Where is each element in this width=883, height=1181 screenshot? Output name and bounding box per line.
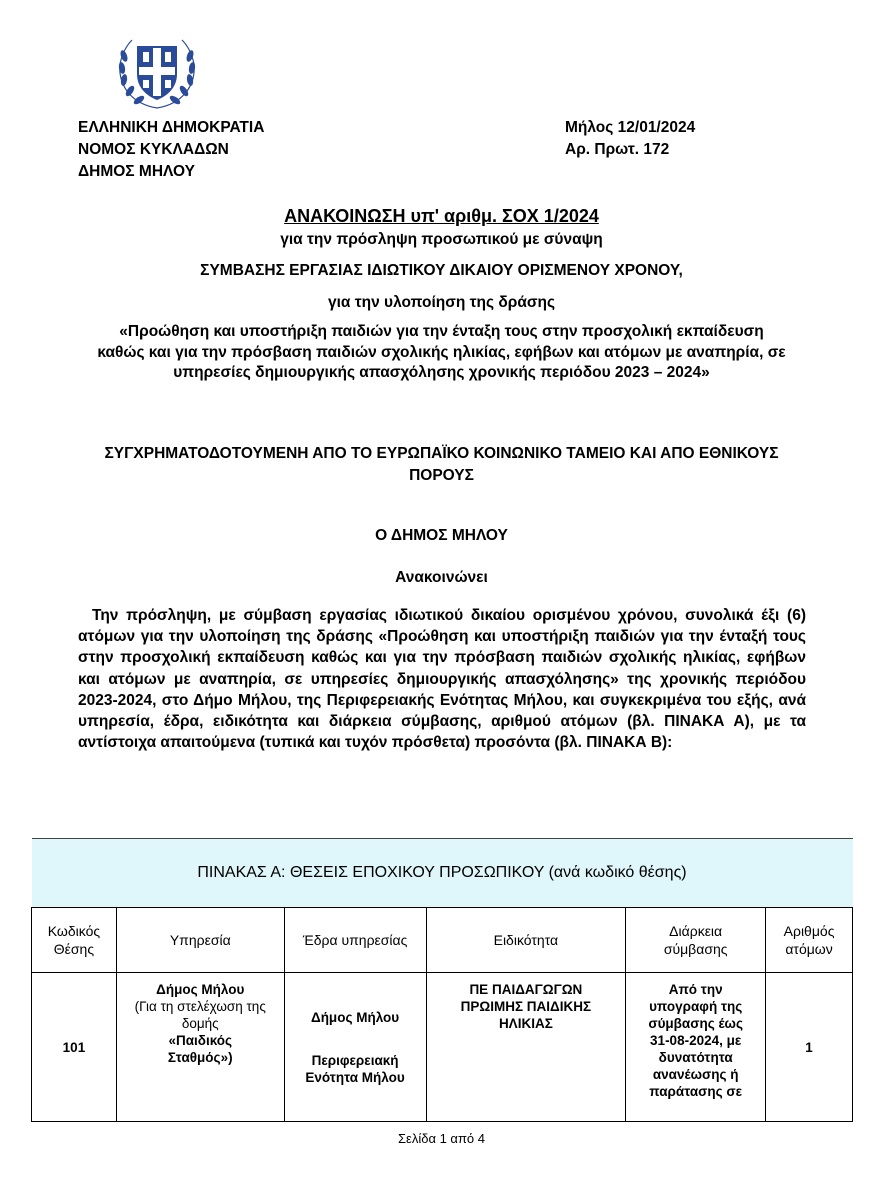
service-note: (Για τη στελέχωση της δομής <box>134 999 266 1031</box>
column-header-duration: Διάρκεια σύμβασης <box>626 908 766 973</box>
table-row <box>32 973 853 1122</box>
action-description: «Προώθηση και υποστήριξη παιδιών για την ένταξη τους στην προσχολική εκπαίδευση καθώς και για την πρόσβαση παιδιών σχολικής ηλικίας, εφήβων και ατόμων με αναπηρία, σε υπηρεσίες δημιουργικής απασχόλησης χρονικής περιόδου 2023 – 2024» <box>97 323 786 381</box>
seat-municipality: Δήμος Μήλου <box>310 1009 400 1025</box>
service-structure: «Παιδικός Σταθμός») <box>167 1033 233 1065</box>
cell-service <box>116 973 284 1122</box>
column-header-seat: Έδρα υπηρεσίας <box>284 908 426 973</box>
issuer-prefecture: ΝΟΜΟΣ ΚΥΚΛΑΔΩΝ <box>78 141 229 158</box>
service-title: Δήμος Μήλου <box>156 982 245 997</box>
cell-code: 101 <box>32 973 117 1122</box>
column-header-code: Κωδικός Θέσης <box>32 908 117 973</box>
cell-seat <box>284 973 426 1122</box>
protocol-number: Αρ. Πρωτ. 172 <box>565 141 670 158</box>
issuer-block <box>78 117 264 183</box>
announcement-title: ΑΝΑΚΟΙΝΩΣΗ υπ' αριθμ. ΣΟΧ 1/2024 <box>284 206 599 226</box>
announces-heading: Ανακοινώνει <box>395 569 488 586</box>
seat-regional-unit: Περιφερειακή Ενότητα Μήλου <box>305 1052 405 1085</box>
contract-type-line: ΣΥΜΒΑΣΗΣ ΕΡΓΑΣΙΑΣ ΙΔΙΩΤΙΚΟΥ ΔΙΚΑΙΟΥ ΟΡΙΣΜΕΝΟΥ ΧΡΟΝΟΥ, <box>200 262 683 279</box>
table-header-row <box>32 908 853 973</box>
column-header-persons: Αριθμός ατόμων <box>766 908 853 973</box>
column-header-specialty: Ειδικότητα <box>426 908 626 973</box>
issuer-country: ΕΛΛΗΝΙΚΗ ΔΗΜΟΚΡΑΤΙΑ <box>78 119 265 136</box>
announcement-body: Την πρόσληψη, με σύμβαση εργασίας ιδιωτικού δικαίου ορισμένου χρόνου, συνολικά έξι (6) ατόμων για την υλοποίηση της δράσης «Προώθηση και υποστήριξη παιδιών για την ένταξή τους στην προσχολική εκπαίδευση καθώς και για την πρόσβαση παιδιών σχολικής ηλικίας, εφήβων και ατόμων με αναπηρία, σε υπηρεσίες δημιουργικής απασχόλησης» της χρονικής περιόδου 2023-2024, στο Δήμο Μήλου, της Περιφερειακής Ενότητας Μήλου, και συγκεκριμένα του εξής, ανά υπηρεσία, έδρα, ειδικότητα και διάρκεια σύμβασης, αριθμού ατόμων (βλ. ΠΙΝΑΚΑ Α), με τα αντίστοιχα απαιτούμενα (τυπικά και τυχόν πρόσθετα) προσόντα (βλ. ΠΙΝΑΚΑ Β): <box>78 607 806 752</box>
greek-state-emblem <box>112 34 202 112</box>
positions-table <box>31 838 853 1122</box>
announcement-subtitle: για την πρόσληψη προσωπικού με σύναψη <box>280 231 603 248</box>
cell-duration: Από την υπογραφή της σύμβασης έως 31-08-2024, με δυνατότητα ανανέωσης ή παράτασης σε <box>626 973 766 1122</box>
document-date: Μήλος 12/01/2024 <box>565 119 696 136</box>
cell-specialty: ΠΕ ΠΑΙΔΑΓΩΓΩΝ ΠΡΩΙΜΗΣ ΠΑΙΔΙΚΗΣ ΗΛΙΚΙΑΣ <box>426 973 626 1122</box>
date-protocol-block <box>565 117 695 161</box>
funding-statement: ΣΥΓΧΡΗΜΑΤΟΔΟΤΟΥΜΕΝΗ ΑΠΟ ΤΟ ΕΥΡΩΠΑΪΚΟ ΚΟΙΝΩΝΙΚΟ ΤΑΜΕΙΟ ΚΑΙ ΑΠΟ ΕΘΝΙΚΟΥΣ ΠΟΡΟΥΣ <box>104 445 779 484</box>
issuer-municipality: ΔΗΜΟΣ ΜΗΛΟΥ <box>78 163 195 180</box>
municipality-heading: Ο ΔΗΜΟΣ ΜΗΛΟΥ <box>375 527 508 544</box>
page-number: Σελίδα 1 από 4 <box>398 1131 485 1146</box>
column-header-service: Υπηρεσία <box>116 908 284 973</box>
action-intro-line: για την υλοποίηση της δράσης <box>327 294 556 311</box>
cell-persons: 1 <box>766 973 853 1122</box>
table-caption: ΠΙΝΑΚΑΣ Α: ΘΕΣΕΙΣ ΕΠΟΧΙΚΟΥ ΠΡΟΣΩΠΙΚΟΥ (ανά κωδικό θέσης) <box>32 839 853 908</box>
